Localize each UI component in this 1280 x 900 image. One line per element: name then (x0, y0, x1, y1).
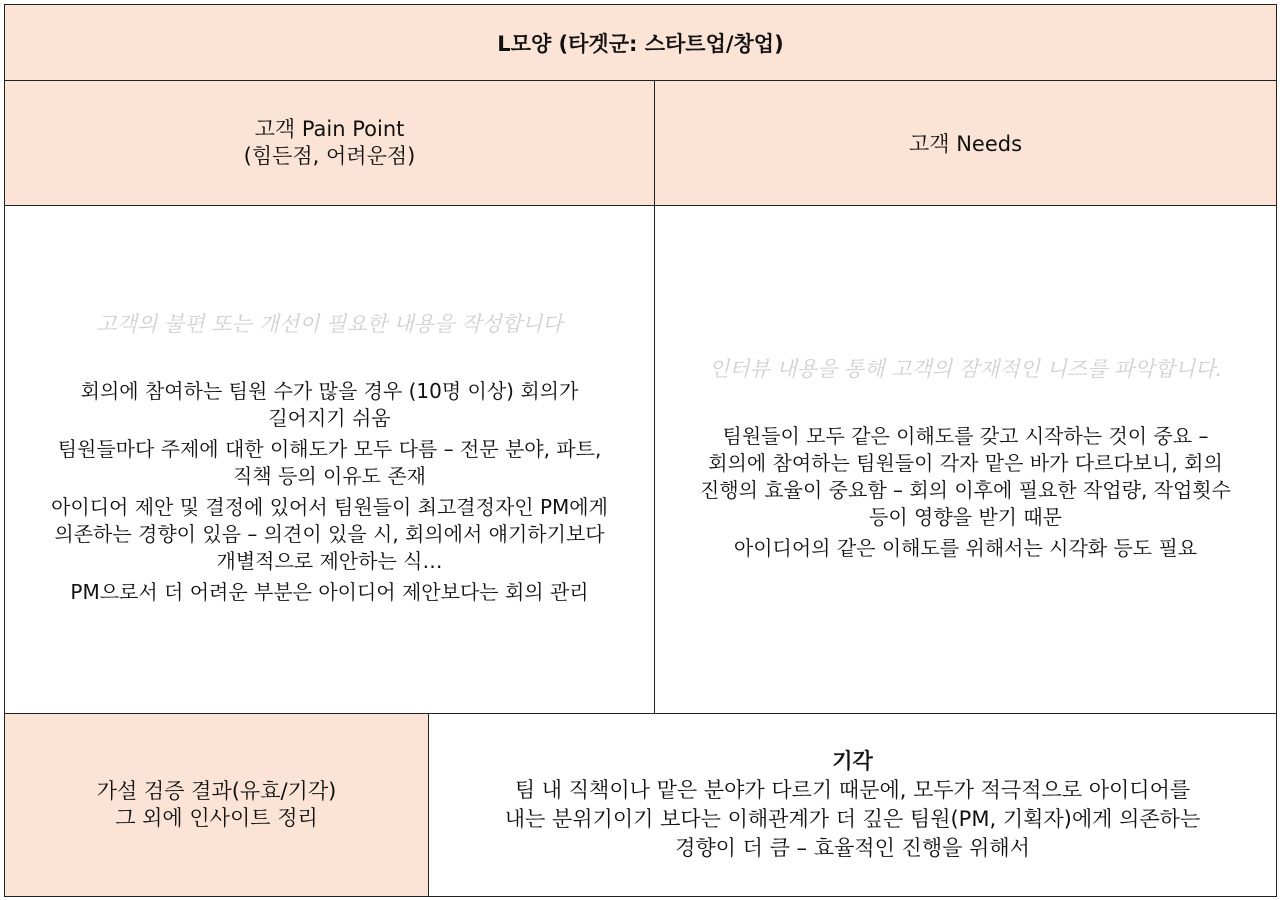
pain-point-header (4, 80, 655, 206)
text-line: 팀 내 직책이나 맡은 분야가 다르기 때문에, 모두가 적극적으로 아이디어를 (514, 778, 1191, 802)
text-line: 의존하는 경향이 있음 – 의견이 있을 시, 회의에서 얘기하기보다 (54, 522, 605, 546)
text-line: 경향이 더 큼 – 효율적인 진행을 위해서 (675, 836, 1030, 860)
text-line: 개별적으로 제안하는 식… (216, 549, 443, 573)
pain-point-item (81, 378, 579, 432)
text-line: 내는 분위기이기 보다는 이해관계가 더 깊은 팀원(PM, 기획자)에게 의존하는 (504, 807, 1201, 831)
pain-point-item (70, 579, 588, 606)
text-line: 진행의 효율이 중요함 – 회의 이후에 필요한 작업량, 작업횟수 (700, 477, 1231, 502)
text-line: 아이디어의 같은 이해도를 위해서는 시각화 등도 필요 (733, 535, 1198, 560)
verdict-label: 기각 (832, 749, 873, 773)
needs-hint: 인터뷰 내용을 통해 고객의 잠재적인 니즈를 파악합니다. (708, 356, 1223, 381)
needs-header-text: 고객 Needs (908, 132, 1023, 156)
title-text: L모양 (타겟군: 스타트업/창업) (497, 31, 784, 56)
pain-point-item (51, 494, 608, 575)
needs-item (700, 423, 1231, 531)
text-line: PM으로서 더 어려운 부분은 아이디어 제안보다는 회의 관리 (70, 580, 589, 604)
pain-point-header-line: (힘든점, 어려운점) (243, 144, 416, 168)
text-line: 길어지기 쉬움 (268, 406, 391, 430)
page-title (4, 4, 1277, 81)
result-content (428, 713, 1277, 897)
text-line: 직책 등의 이유도 존재 (233, 464, 426, 488)
needs-content (654, 205, 1277, 714)
text-line: 아이디어 제안 및 결정에 있어서 팀원들이 최고결정자인 PM에게 (51, 495, 608, 519)
needs-header (654, 80, 1277, 206)
pain-point-content (4, 205, 655, 714)
text-line: 팀원들마다 주제에 대한 이해도가 모두 다름 – 전문 분야, 파트, (57, 437, 602, 461)
pain-point-hint: 고객의 불편 또는 개선이 필요한 내용을 작성합니다 (96, 312, 563, 336)
text-line: 등이 영향을 받기 때문 (869, 504, 1062, 529)
text-line: 팀원들이 모두 같은 이해도를 갖고 시작하는 것이 중요 – (722, 423, 1209, 448)
pain-point-item (58, 436, 602, 490)
pain-point-header-line: 고객 Pain Point (254, 117, 405, 141)
text-line: 회의에 참여하는 팀원 수가 많을 경우 (10명 이상) 회의가 (80, 379, 579, 403)
text-line: 회의에 참여하는 팀원들이 각자 맡은 바가 다르다보니, 회의 (708, 450, 1223, 475)
needs-item (734, 535, 1197, 562)
result-header (4, 713, 429, 897)
result-header-line: 가설 검증 결과(유효/기각) (96, 779, 337, 803)
result-header-line: 그 외에 인사이트 정리 (115, 806, 318, 830)
